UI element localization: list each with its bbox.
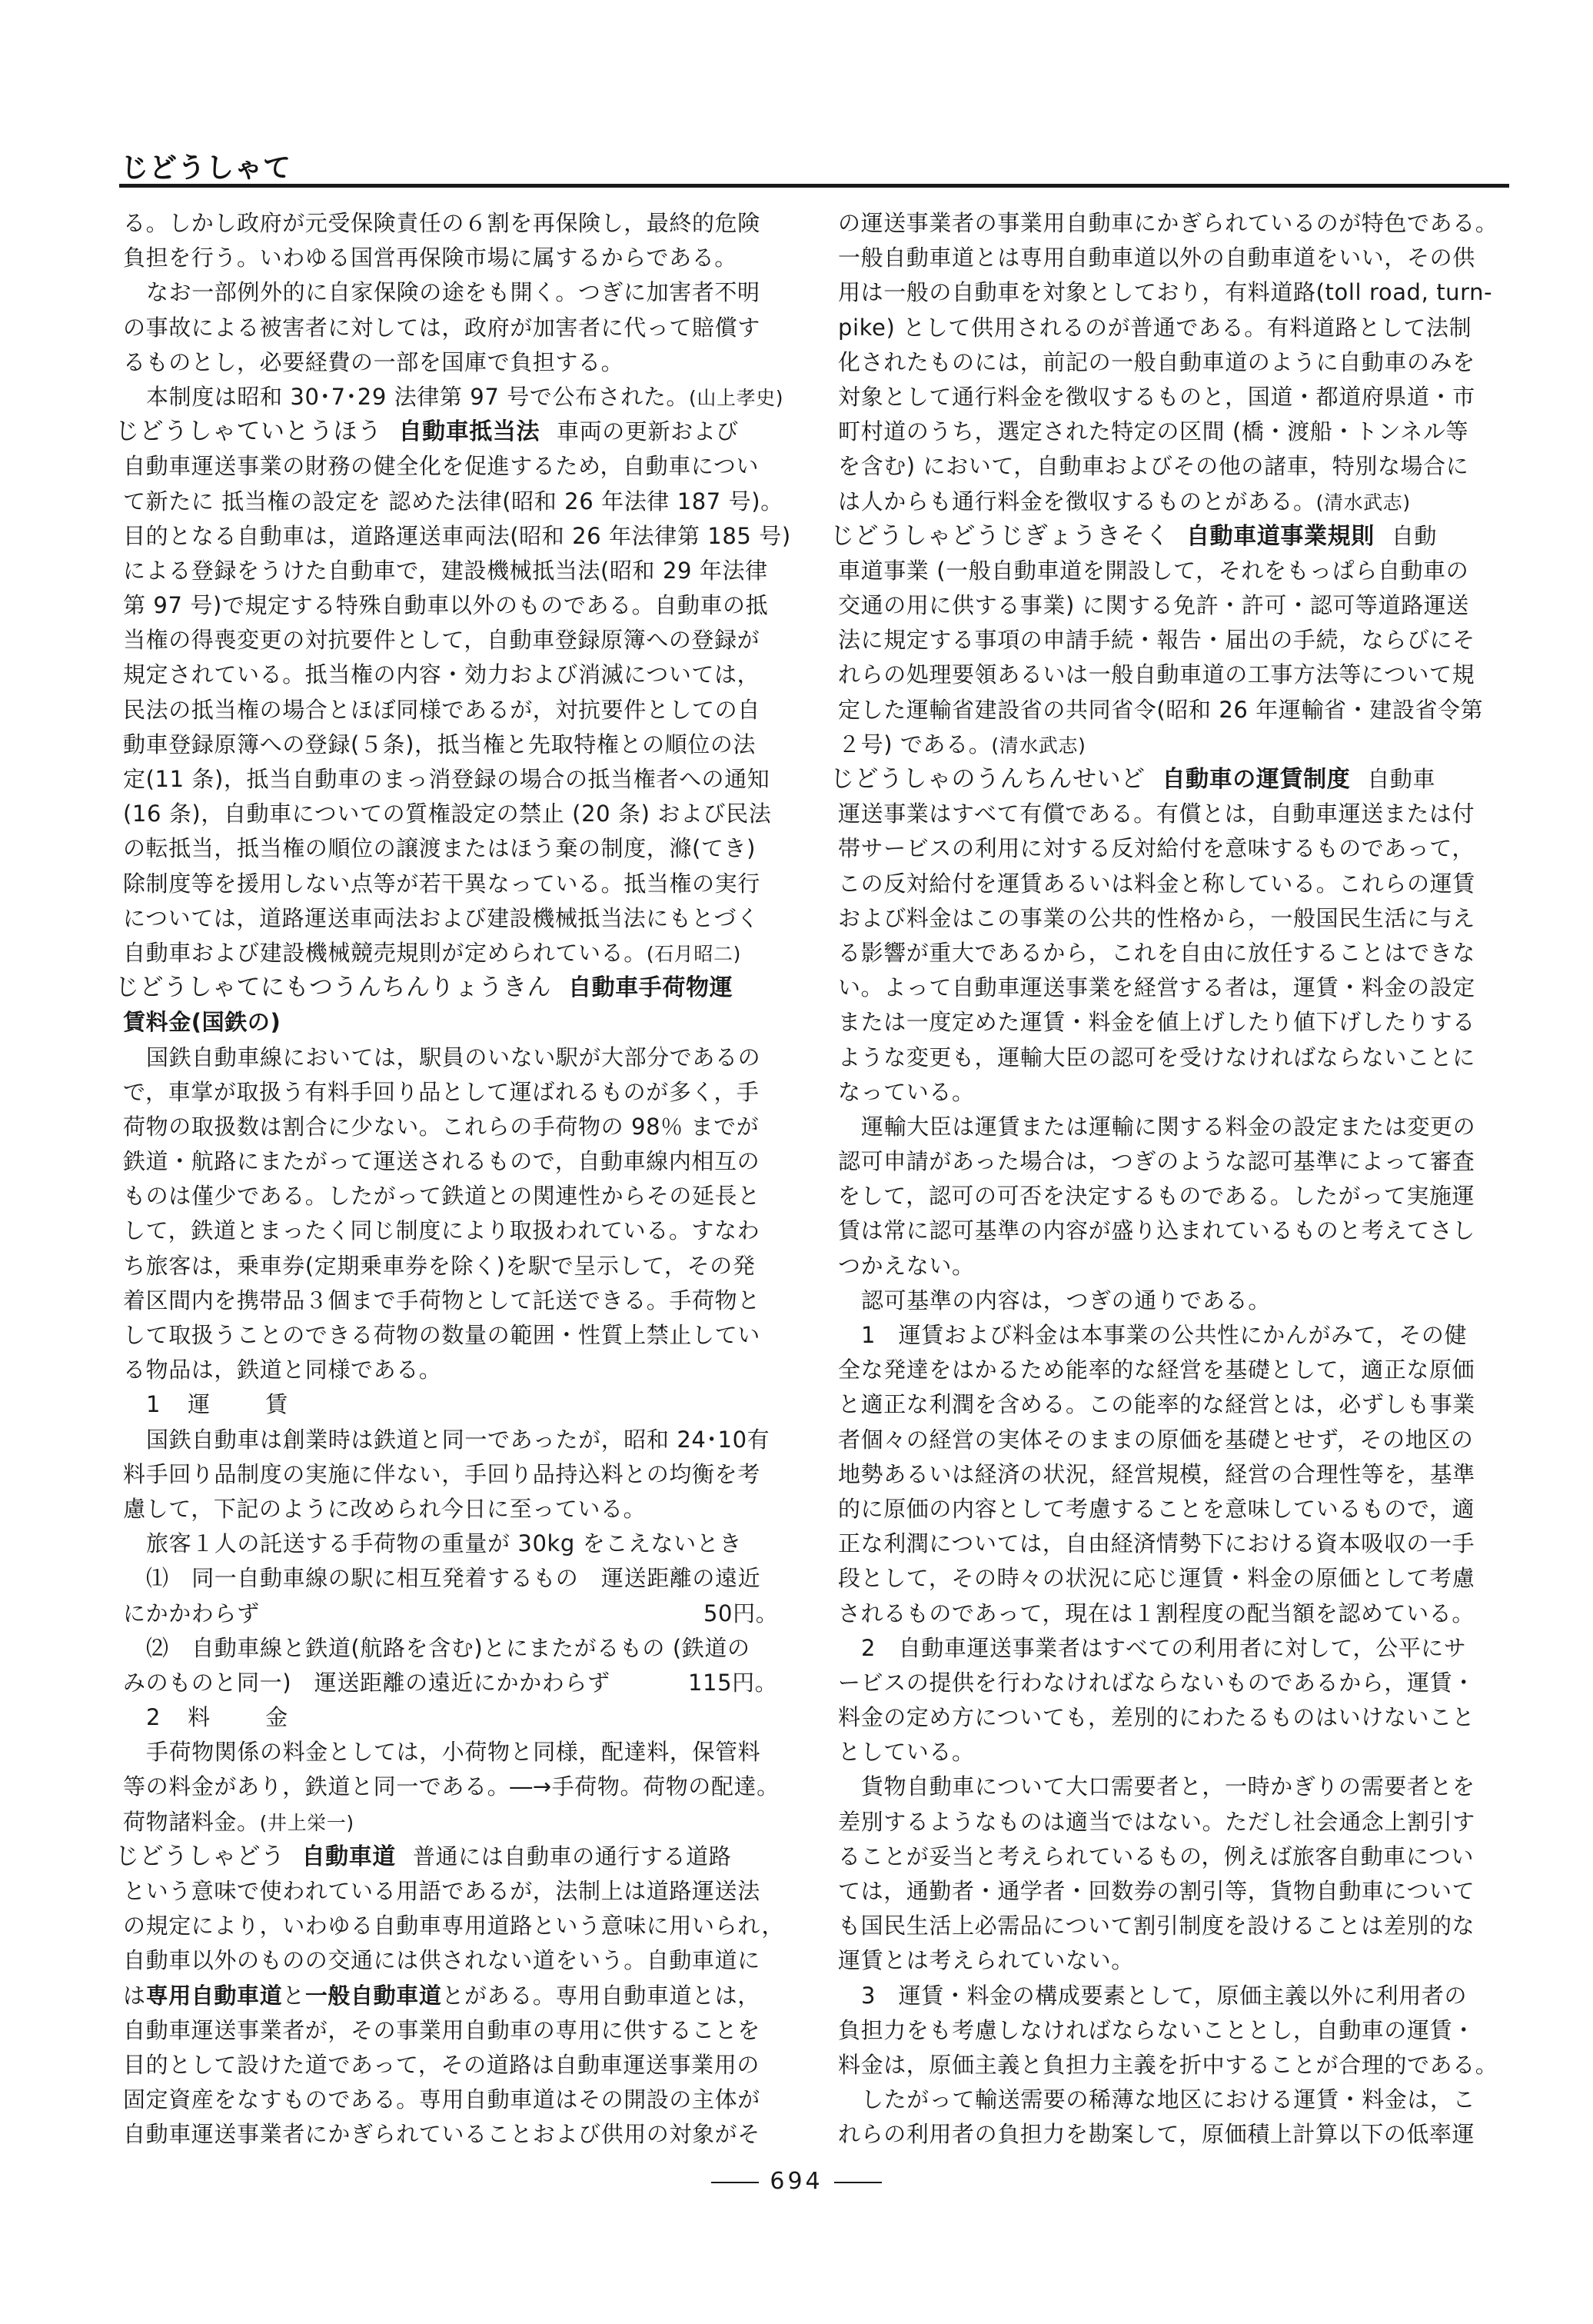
text-line <box>123 1666 819 1700</box>
entry-term: 自動車の運賃制度 <box>1162 766 1351 793</box>
text-line: る。しかし政府が元受保険責任の６割を再保険し，最終的危険 <box>123 210 760 236</box>
text-line <box>123 1597 819 1631</box>
text-line: 規定されている。抵当権の内容・効力および消滅については， <box>123 661 760 688</box>
section-char: 料 <box>188 1704 212 1731</box>
text-line: ることが妥当と考えられているもの，例えば旅客自動車につい <box>838 1843 1475 1870</box>
text-line: pike) として供用されるのが普通である。有料道路として法制 <box>838 314 1472 341</box>
author-credit: (井上栄一) <box>259 1811 354 1834</box>
section-number: 2 <box>146 1704 162 1731</box>
text-line: の規定により，いわゆる自動車専用道路という意味に用いられ， <box>123 1913 785 1939</box>
text-line: 旅客１人の託送する手荷物の重量が 30kg をこえないとき <box>146 1530 742 1557</box>
text-line: ような変更も，運輸大臣の認可を受けなければならないことに <box>838 1044 1475 1070</box>
text-line: 車道事業 (一般自動車道を開設して，それをもっぱら自動車の <box>838 557 1469 584</box>
footer-dash <box>711 2182 759 2183</box>
text-line: ⑴ 同一自動車線の駅に相互発着するもの 運送距離の遠近 <box>146 1565 761 1592</box>
text-line: 認可申請があった場合は，つぎのような認可基準によって審査 <box>838 1148 1475 1175</box>
text-line: 自動車運送事業者が，その事業用自動車の専用に供することを <box>123 2016 760 2043</box>
right-column <box>830 206 1534 2153</box>
text-line: 運賃とは考えられていない。 <box>838 1947 1134 1974</box>
text-line: 慮して，下記のように改められ今日に至っている。 <box>123 1495 647 1522</box>
text-line: (16 条)，自動車についての質権設定の禁止 (20 条) および民法 <box>123 801 772 827</box>
left-column <box>115 206 819 2153</box>
text-line: されるものであって，現在は１割程度の配当額を認めている。 <box>838 1600 1475 1626</box>
text-line: 固定資産をなすものである。専用自動車道はその開設の主体が <box>123 2086 760 2113</box>
entry-heading <box>830 519 1534 554</box>
entry-reading: じどうしゃどう <box>115 1842 285 1870</box>
text-line: 民法の抵当権の場合とほぼ同様であるが，対抗要件としての自 <box>123 696 760 723</box>
text-line: 3 運賃・料金の構成要素として，原価主義以外に利用者の <box>861 1982 1468 2009</box>
text-line: 町村道のうち，選定された特定の区間 (橋・渡船・トンネル等 <box>838 418 1469 445</box>
text-line: ち旅客は，乗車券(定期乗車券を除く)を駅で呈示して，その発 <box>123 1252 756 1279</box>
text-line: して，鉄道とまったく同じ制度により取扱われている。すなわ <box>123 1217 760 1244</box>
text-line: い。よって自動車運送事業を経営する者は，運賃・料金の設定 <box>838 974 1475 1001</box>
header-rule <box>119 184 1509 188</box>
fare-amount: 50円。 <box>703 1600 779 1626</box>
footer-dash <box>834 2182 882 2183</box>
entry-reading: じどうしゃのうんちんせいど <box>830 765 1146 793</box>
text-line: 定(11 条)，抵当自動車のまっ消登録の場合の抵当権者への通知 <box>123 766 770 792</box>
entry-reading: じどうしゃてにもつうんちんりょうきん <box>115 974 551 1002</box>
text-line <box>838 484 1534 519</box>
text-line: なお一部例外的に自家保険の途をも開く。つぎに加害者不明 <box>146 279 760 306</box>
text-line: と適正な利潤を含める。この能率的な経営とは，必ずしも事業 <box>838 1391 1475 1418</box>
text-line: 地勢あるいは経済の状況，経営規模，経営の合理性等を，基準 <box>838 1460 1475 1487</box>
text-line: 等の料金があり，鉄道と同一である。―→手荷物。荷物の配達。 <box>123 1773 780 1800</box>
text-line: 帯サービスの利用に対する反対給付を意味するものであって， <box>838 835 1475 862</box>
section-heading <box>123 1700 819 1735</box>
text-line: または一度定めた運賃・料金を値上げしたり値下げしたりする <box>838 1009 1475 1036</box>
text-line: 自動車運送事業者にかぎられていることおよび供用の対象がそ <box>123 2121 760 2148</box>
text-line <box>123 936 819 971</box>
text-line: 定した運輸省建設省の共同省令(昭和 26 年運輸省・建設省令第 <box>838 696 1484 723</box>
text-line: ては，通勤者・通学者・回数券の割引等，貨物自動車について <box>838 1878 1475 1904</box>
text-line: も国民生活上必需品について割引制度を設けることは差別的な <box>838 1913 1475 1939</box>
text-line: て新たに 抵当権の設定を 認めた法律(昭和 26 年法律 187 号)。 <box>123 488 783 514</box>
text-line: したがって輸送需要の稀薄な地区における運賃・料金は，こ <box>861 2086 1476 2113</box>
text-line: 着区間内を携帯品３個まで手荷物として託送できる。手荷物と <box>123 1287 760 1313</box>
text-line: して取扱うことのできる荷物の数量の範囲・性質上禁止してい <box>123 1322 760 1348</box>
text-line: ービスの提供を行わなければならないものであるから，運賃・ <box>838 1669 1475 1696</box>
entry-heading <box>115 1840 819 1874</box>
text-line: 負担を行う。いわゆる国営再保険市場に属するからである。 <box>123 245 737 271</box>
bold-term: 一般自動車道 <box>304 1982 442 2009</box>
text-line: 用は一般の自動車を対象としており，有料道路(toll road, turn- <box>838 279 1493 306</box>
text-line: 自動車運送事業の財務の健全化を促進するため，自動車につい <box>123 453 760 480</box>
author-credit: (清水武志) <box>991 734 1086 757</box>
text-line: 対象として通行料金を徴収するものと，国道・都道府県道・市 <box>838 383 1475 410</box>
author-credit: (清水武志) <box>1315 491 1411 514</box>
text-line: 目的となる自動車は，道路運送車両法(昭和 26 年法律第 185 号) <box>123 522 791 549</box>
section-char: 金 <box>265 1704 290 1731</box>
text-line: の運送事業者の事業用自動車にかぎられているのが特色である。 <box>838 210 1498 236</box>
text-line: ⑵ 自動車線と鉄道(航路を含む)とにまたがるもの (鉄道の <box>146 1634 750 1661</box>
text: 自動 <box>1391 522 1438 549</box>
text-line: れらの処理要領あるいは一般自動車道の工事方法等について規 <box>838 661 1475 688</box>
text-line <box>838 727 1534 762</box>
text-line: 除制度等を援用しない点等が若干異なっている。抵当権の実行 <box>123 870 760 897</box>
text-line: 賃は常に認可基準の内容が盛り込まれているものと考えてさし <box>838 1217 1475 1244</box>
text-line: る影響が重大であるから，これを自由に放任することはできな <box>838 939 1475 966</box>
entry-reading: じどうしゃていとうほう <box>115 418 382 446</box>
author-credit: (山上孝史) <box>689 386 784 409</box>
author-credit: (石月昭二) <box>646 942 741 965</box>
text-line: 負担力をも考慮しなければならないこととし，自動車の運賃・ <box>838 2016 1475 2043</box>
text-line: 正な利潤については，自由経済情勢下における資本吸収の一手 <box>838 1530 1475 1557</box>
page-footer <box>0 2168 1593 2195</box>
section-char: 運 <box>188 1391 212 1418</box>
text-line: ものは僅少である。したがって鉄道との関連性からその延長と <box>123 1183 760 1210</box>
text: 普通には自動車の通行する道路 <box>412 1843 732 1870</box>
text-line: 手荷物関係の料金としては，小荷物と同様，配達料，保管料 <box>146 1739 761 1766</box>
text-line: 一般自動車道とは専用自動車道以外の自動車道をいい，その供 <box>838 245 1475 271</box>
text-line <box>123 1805 819 1840</box>
text: は人からも通行料金を徴収するものとがある。 <box>838 488 1316 514</box>
text: とがある。専用自動車道とは， <box>441 1982 760 2009</box>
text-line: 全な発達をはかるため能率的な経営を基礎として，適正な原価 <box>838 1357 1475 1383</box>
text-line: 料金は，原価主義と負担力主義を折中することが合理的である。 <box>838 2051 1498 2078</box>
text-line: および料金はこの事業の公共的性格から，一般国民生活に与え <box>838 904 1475 931</box>
bold-term: 専用自動車道 <box>145 1982 283 2009</box>
text-line: で，車掌が取扱う有料手回り品として運ばれるものが多く，手 <box>123 1078 760 1105</box>
section-number: 1 <box>146 1391 162 1418</box>
text: 車両の更新および <box>557 418 739 445</box>
text: は <box>123 1982 146 2009</box>
entry-term-continued: 賃料金(国鉄の) <box>123 1009 281 1036</box>
text-line: なっている。 <box>838 1078 975 1105</box>
text: 本制度は昭和 30･7･29 法律第 97 号で公布された。 <box>146 383 690 410</box>
text-line: としている。 <box>838 1739 975 1766</box>
text-line: 国鉄自動車は創業時は鉄道と同一であったが，昭和 24･10有 <box>146 1426 770 1453</box>
text-line: 運輸大臣は運賃または運輸に関する料金の設定または変更の <box>861 1113 1476 1140</box>
text-line: による登録をうけた自動車で，建設機械抵当法(昭和 29 年法律 <box>123 557 768 584</box>
entry-term: 自動車道 <box>301 1843 396 1870</box>
text-line: の転抵当，抵当権の順位の譲渡またはほう棄の制度，滌(てき) <box>123 835 757 862</box>
text-line: 第 97 号)で規定する特殊自動車以外のものである。自動車の抵 <box>123 592 769 619</box>
text-line: 目的として設けた道であって，その道路は自動車運送事業用の <box>123 2051 760 2078</box>
section-heading <box>123 1387 819 1422</box>
text-line <box>123 380 819 415</box>
text-line: 鉄道・航路にまたがって運送されるもので，自動車線内相互の <box>123 1148 760 1175</box>
text: 荷物諸料金。 <box>123 1808 260 1835</box>
text-line: という意味で使われている用語であるが，法制上は道路運送法 <box>123 1878 760 1904</box>
text-line: る物品は，鉄道と同様である。 <box>123 1357 442 1383</box>
text-line: を含む) において，自動車およびその他の諸車，特別な場合に <box>838 453 1469 480</box>
text-line: つかえない。 <box>838 1252 975 1279</box>
section-char: 賃 <box>265 1391 290 1418</box>
fare-amount: 115円。 <box>688 1669 778 1696</box>
text: にかかわらず <box>123 1600 260 1626</box>
text-line <box>123 1979 819 2013</box>
text-line: については，道路運送車両法および建設機械抵当法にもとづく <box>123 904 760 931</box>
text-line: 的に原価の内容として考慮することを意味しているもので，適 <box>838 1495 1475 1522</box>
text: 自動車および建設機械競売規則が定められている。 <box>123 939 647 966</box>
text-line: 荷物の取扱数は割合に少ない。これらの手荷物の 98％ までが <box>123 1113 760 1140</box>
text-line: れらの利用者の負担力を勘案して，原価積上計算以下の低率運 <box>838 2121 1475 2148</box>
text: と <box>282 1982 305 2009</box>
text-line: 料金の定め方についても，差別的にわたるものはいけないこと <box>838 1704 1475 1731</box>
entry-term: 自動車道事業規則 <box>1186 522 1375 550</box>
text: 自動車 <box>1367 766 1436 792</box>
text-line: 国鉄自動車線においては，駅員のいない駅が大部分であるの <box>146 1044 761 1070</box>
text-line: 化されたものには，前記の一般自動車道のように自動車のみを <box>838 348 1475 375</box>
text-line: 者個々の経営の実体そのままの原価を基礎とせず，その地区の <box>838 1426 1474 1453</box>
text-line: をして，認可の可否を決定するものである。したがって実施運 <box>838 1183 1475 1210</box>
text-line: 2 自動車運送事業者はすべての利用者に対して，公平にサ <box>861 1634 1467 1661</box>
text: ２号) である。 <box>838 731 992 757</box>
text-line: 交通の用に供する事業) に関する免許・許可・認可等道路運送 <box>838 592 1469 619</box>
text-line: の事故による被害者に対しては，政府が加害者に代って賠償す <box>123 314 760 341</box>
page-number: 694 <box>770 2168 823 2195</box>
running-head: じどうしゃて <box>121 152 292 184</box>
text-line: 当権の得喪変更の対抗要件として，自動車登録原簿への登録が <box>123 627 760 654</box>
text-line: 1 運賃および料金は本事業の公共性にかんがみて，その健 <box>861 1322 1468 1348</box>
text: みのものと同一) 運送距離の遠近にかかわらず <box>123 1669 610 1696</box>
text-line: 認可基準の内容は，つぎの通りである。 <box>861 1287 1271 1313</box>
text-line: この反対給付を運賃あるいは料金と称している。これらの運賃 <box>838 870 1475 897</box>
entry-heading <box>115 971 819 1005</box>
text-line: 段として，その時々の状況に応じ運賃・料金の原価として考慮 <box>838 1565 1475 1592</box>
text-line: 動車登録原簿への登録(５条)，抵当権と先取特権との順位の法 <box>123 731 757 757</box>
text-line: 自動車以外のものの交通には供されない道をいう。自動車道に <box>123 1947 760 1974</box>
entry-term: 自動車抵当法 <box>398 418 540 446</box>
entry-term: 自動車手荷物運 <box>568 974 733 1002</box>
text-line: 料手回り品制度の実施に伴ない，手回り品持込料との均衡を考 <box>123 1460 760 1487</box>
entry-heading <box>115 415 819 449</box>
text-line: 貨物自動車について大口需要者と，一時かぎりの需要者とを <box>861 1773 1475 1800</box>
entry-heading <box>830 762 1534 797</box>
text-line: 差別するようなものは適当ではない。ただし社会通念上割引す <box>838 1808 1475 1835</box>
text-line: 運送事業はすべて有償である。有償とは，自動車運送または付 <box>838 801 1475 827</box>
text-line: るものとし，必要経費の一部を国庫で負担する。 <box>123 348 624 375</box>
text-line: 法に規定する事項の申請手続・報告・届出の手続，ならびにそ <box>838 627 1475 654</box>
entry-reading: じどうしゃどうじぎょうきそく <box>830 521 1169 550</box>
